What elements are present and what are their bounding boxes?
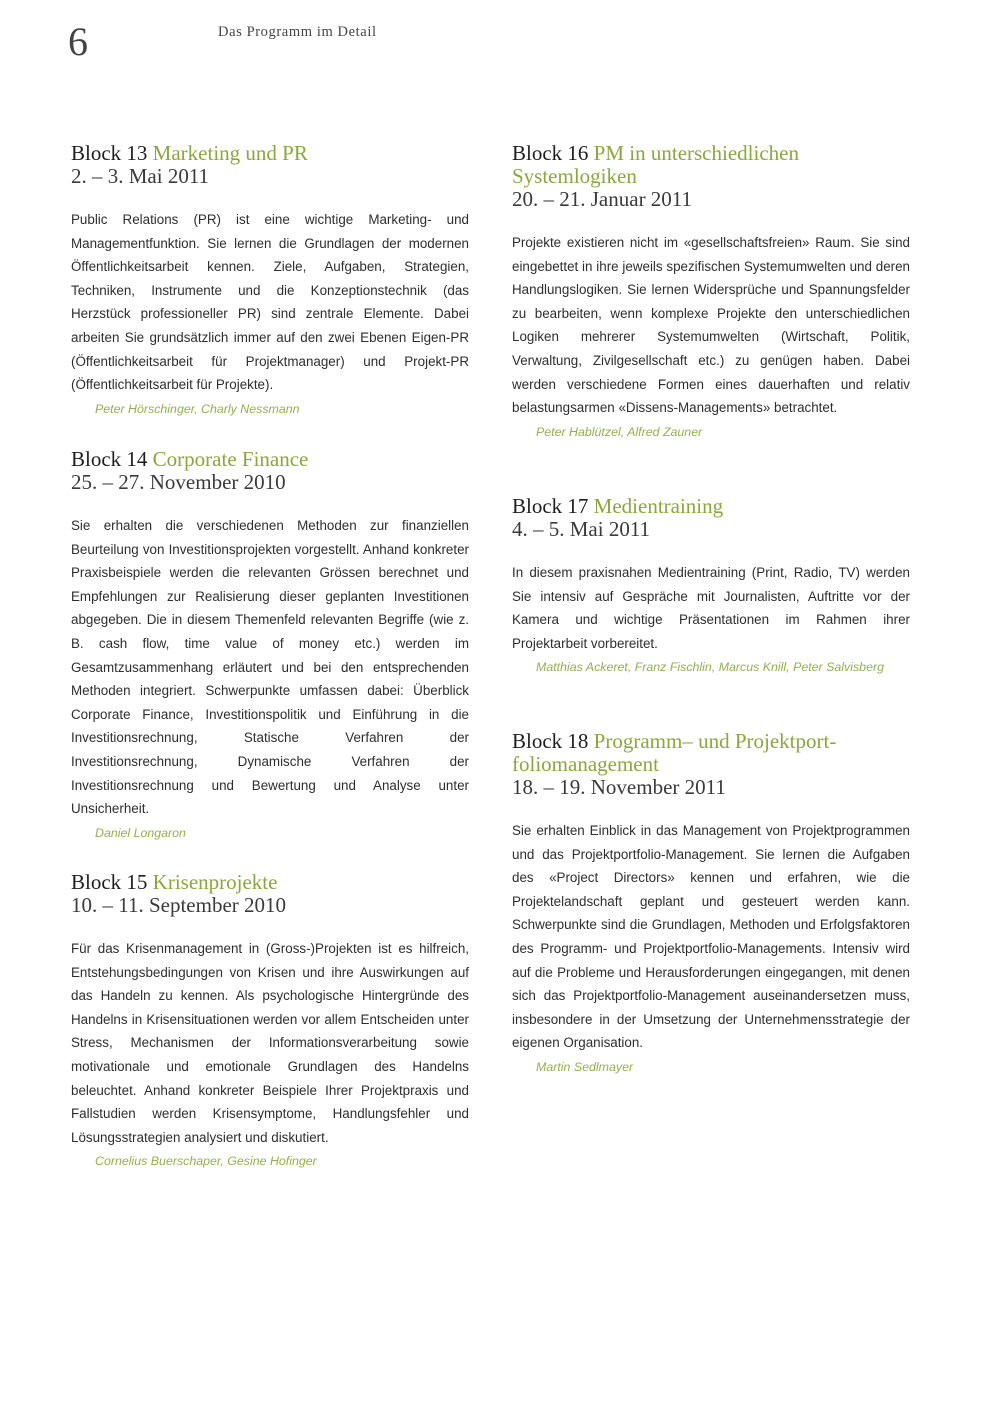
block-label: Block 18 (512, 729, 589, 753)
block-authors: Matthias Ackeret, Franz Fischlin, Marcus Knill, Peter Salvisberg (536, 660, 884, 675)
block-description: Sie erhalten die verschiedenen Methoden zur finanziellen Beurteilung von Investitionsprojekten vorgestellt. Anhand konkreter Praxisbeispiele werden die relevanten Grössen berechnet und Empfehlungen zur Realisierung dieser geplanten Investitionen abgegeben. Die in diesem Themenfeld relevanten Begriffe (wie z. B. cash flow, time value of money etc.) werden im Gesamtzusammenhang erläutert und bei den entsprechenden Methoden integriert. Schwerpunkte umfassen dabei: Überblick Corporate Finance, Investitionspolitik und Einführung in die Investitionsrechnung, Statische Verfahren der Investitionsrechnung, Dynamische Verfahren der Investitionsrechnung und Bewertung und Analyse unter Unsicherheit. (71, 518, 469, 817)
block-topic: PM in unterschiedlichen (593, 141, 799, 165)
block-authors: Cornelius Buerschaper, Gesine Hofinger (95, 1154, 317, 1169)
block-date: 4. – 5. Mai 2011 (512, 517, 651, 541)
block-13 (71, 142, 469, 419)
block-topic-line2: foliomanagement (512, 752, 659, 776)
block-18 (512, 730, 910, 1077)
block-heading (512, 730, 910, 776)
block-label: Block 15 (71, 870, 148, 894)
block-date: 2. – 3. Mai 2011 (71, 164, 210, 188)
page-number: 6 (68, 19, 88, 64)
block-topic: Corporate Finance (152, 447, 309, 471)
block-heading (71, 871, 469, 894)
block-authors: Peter Hablützel, Alfred Zauner (536, 424, 703, 439)
block-date: 18. – 19. November 2011 (512, 775, 726, 799)
block-date: 25. – 27. November 2010 (71, 470, 286, 494)
block-description: In diesem praxisnahen Medientraining (Print, Radio, TV) werden Sie intensiv auf Gespräche mit Journalisten, Auftritte vor der Kamera und wichtige Präsentationen im Rahmen ihrer Projektarbeit vorbereitet. (512, 565, 910, 651)
block-topic-line2: Systemlogiken (512, 164, 637, 188)
block-topic: Krisenprojekte (152, 870, 278, 894)
block-authors: Peter Hörschinger, Charly Nessmann (95, 401, 300, 416)
block-topic: Marketing und PR (152, 141, 308, 165)
block-description: Für das Krisenmanagement in (Gross-)Projekten ist es hilfreich, Entstehungsbedingungen von Krisen und ihre Auswirkungen auf das Handeln zu kennen. Als psychologische Hintergründe des Handelns in Krisensituationen werden vor allem Entscheiden unter Stress, Mechanismen der Informationsverarbeitung sowie motivationale und emotionale Grundlagen des Handelns beleuchtet. Anhand konkreter Beispiele Ihrer Projektpraxis und Fallstudien werden Krisensymptome, Handlungsfehler und Lösungsstrategien analysiert und diskutiert. (71, 941, 469, 1145)
block-16 (512, 142, 910, 442)
block-authors: Martin Sedlmayer (536, 1059, 634, 1074)
block-authors: Daniel Longaron (95, 825, 186, 840)
block-heading (71, 142, 469, 165)
block-description: Projekte existieren nicht im «gesellschaftsfreien» Raum. Sie sind eingebettet in ihre jeweils spezifischen Systemumwelten und deren Handlungslogiken. Sie lernen Widersprüche und Spannungsfelder zu bearbeiten, wenn komplexe Projekte den unterschiedlichen Logiken mehrerer Systemumwelten (Wirtschaft, Politik, Verwaltung, Zivilgesellschaft etc.) zu genügen haben. Dabei werden verschiedene Formen eines dauerhaften und relativ belastungsarmen «Dissens-Managements» betrachtet. (512, 235, 910, 416)
block-date: 10. – 11. September 2010 (71, 893, 287, 917)
block-heading (512, 142, 910, 188)
block-description: Public Relations (PR) ist eine wichtige Marketing- und Managementfunktion. Sie lernen die Grundlagen der modernen Öffentlichkeitsarbeit kennen. Ziele, Aufgaben, Strategien, Techniken, Instrumente und die Konzeptionstechnik (das Herzstück professioneller PR) sind zentrale Elemente. Dabei arbeiten Sie grundsätzlich immer auf den zwei Ebenen Eigen-PR (Öffentlichkeitsarbeit für Projektmanager) und Projekt-PR (Öffentlichkeitsarbeit für Projekte). (71, 212, 469, 393)
block-topic: Programm– und Projektport- (593, 729, 837, 753)
block-date: 20. – 21. Januar 2011 (512, 187, 693, 211)
block-label: Block 16 (512, 141, 589, 165)
block-label: Block 17 (512, 494, 589, 518)
block-label: Block 14 (71, 447, 148, 471)
block-heading (512, 495, 910, 518)
block-14 (71, 448, 469, 843)
running-head: Das Programm im Detail (218, 24, 377, 40)
block-description: Sie erhalten Einblick in das Management von Projektprogrammen und das Projektportfolio-Management. Sie lernen die Aufgaben des «Project Directors» kennen und erfahren, wie die Projektelandschaft geplant und gesteuert werden kann. Schwerpunkte sind die Grundlagen, Methoden und Erfolgsfaktoren des Programm- und Projektportfolio-Managements. Intensiv wird auf die Probleme und Herausforderungen eingegangen, mit denen sich das Projektportfolio-Management auseinandersetzen muss, insbesondere in der Umsetzung der Unternehmensstrategie der eigenen Organisation. (512, 823, 910, 1051)
block-heading (71, 448, 469, 471)
block-17 (512, 495, 910, 677)
block-topic: Medientraining (593, 494, 724, 518)
block-label: Block 13 (71, 141, 148, 165)
block-15 (71, 871, 469, 1171)
